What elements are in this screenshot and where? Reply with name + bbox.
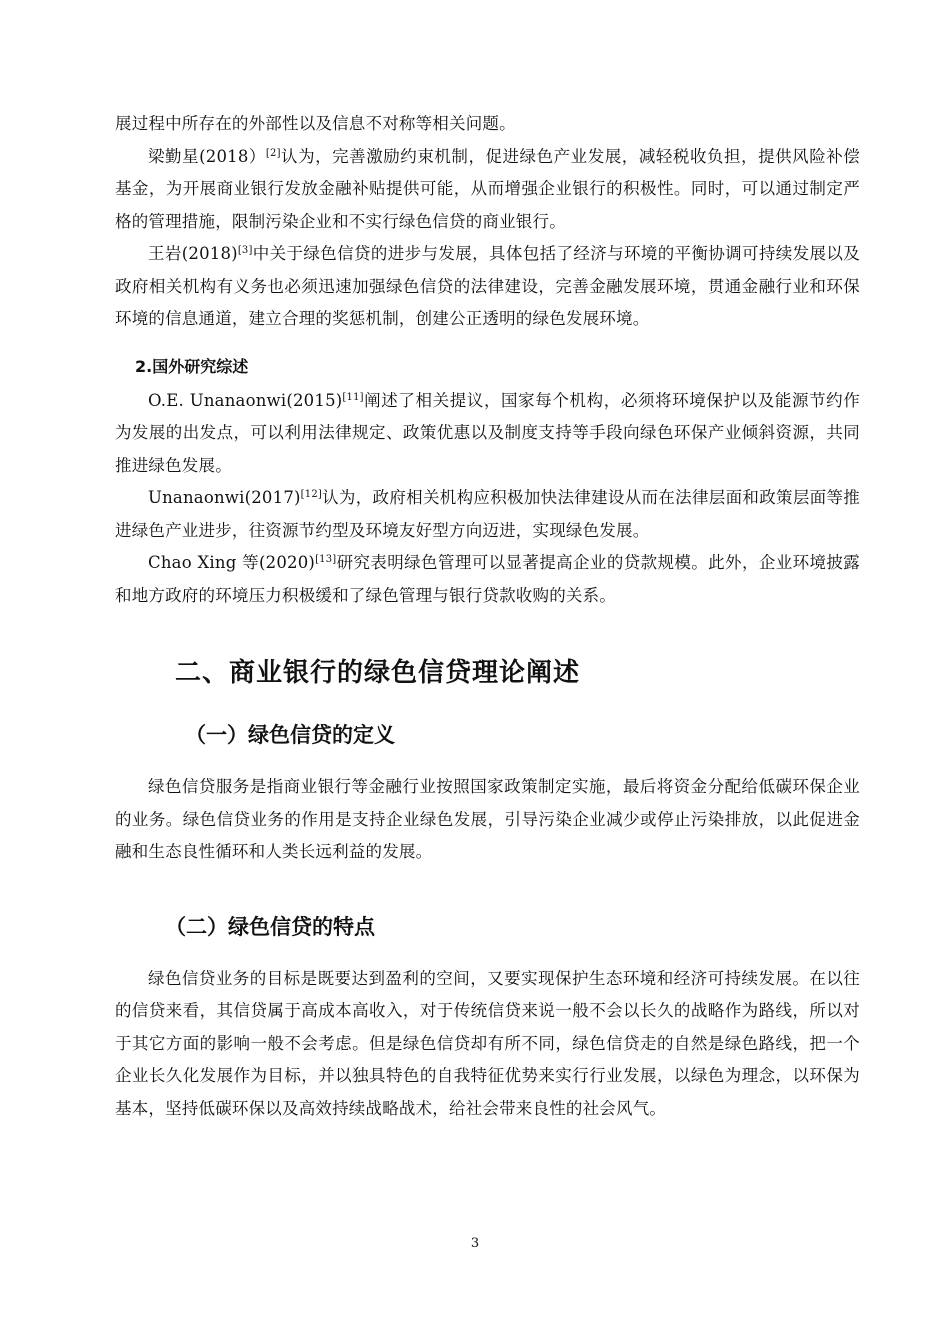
paragraph-definition [115,771,860,869]
citation-ref[interactable]: [11] [342,391,364,403]
paragraph-continuation [115,108,860,141]
page-content [115,108,860,1125]
chapter-heading: 二、商业银行的绿色信贷理论阐述 [175,658,581,688]
citation-author: Unanaonwi(2017) [148,488,301,507]
paragraph-text: 认为，政府相关机构应积极加快法律建设从而在法律层面和政策层面等推进绿色产业进步，往资源节约型及环境友好型方向迈进，实现绿色发展。 [115,488,860,540]
citation-author: Chao Xing 等(2020) [148,553,316,572]
citation-ref[interactable]: [13] [315,554,337,565]
citation-author: O.E. Unanaonwi(2015) [148,390,343,410]
paragraph-liang-qinxing [115,141,860,239]
paragraph-text: 研究表明绿色管理可以显著提高企业的贷款规模。此外，企业环境披露和地方政府的环境压力积极缓和了绿色管理与银行贷款收购的关系。 [115,553,860,605]
paragraph-text: 绿色信贷业务的目标是既要达到盈利的空间，又要实现保护生态环境和经济可持续发展。在以往的信贷来看，其信贷属于高成本高收入，对于传统信贷来说一般不会以长久的战略作为路线，所以对于其它方面的影响一般不会考虑。但是绿色信贷却有所不同，绿色信贷走的自然是绿色路线，把一个企业长久化发展作为目标，并以独具特色的自我特征优势来实行行业发展，以绿色为理念，以环保为基本，坚持低碳环保以及高效持续战略战术，给社会带来良性的社会风气。 [115,968,860,1118]
paragraph-text: 认为，完善激励约束机制，促进绿色产业发展，减轻税收负担，提供风险补偿基金，为开展商业银行发放金融补贴提供可能，从而增强企业银行的积极性。同时，可以通过制定严格的管理措施，限制污染企业和不实行绿色信贷的商业银行。 [115,146,860,231]
section-heading-features: （二）绿色信贷的特点 [165,914,375,939]
citation-ref[interactable]: [2] [265,147,281,159]
paragraph-text: 展过程中所存在的外部性以及信息不对称等相关问题。 [115,114,516,133]
paragraph-text: 阐述了相关提议，国家每个机构，必须将环境保护以及能源节约作为发展的出发点，可以利用法律规定、政策优惠以及制度支持等手段向绿色环保产业倾斜资源，共同推进绿色发展。 [115,390,860,475]
citation-author: 王岩(2018) [148,244,238,263]
citation-author: 梁勤星(2018） [148,146,266,166]
citation-ref[interactable]: [12] [300,489,322,500]
paragraph-features [115,963,860,1126]
citation-ref[interactable]: [3] [237,245,253,256]
paragraph-chao-xing [115,547,860,612]
paragraph-unanaonwi-2017 [115,482,860,547]
paragraph-text: 绿色信贷服务是指商业银行等金融行业按照国家政策制定实施，最后将资金分配给低碳环保企业的业务。绿色信贷业务的作用是支持企业绿色发展，引导污染企业减少或停止污染排放，以此促进金融和生态良性循环和人类长远利益的发展。 [115,777,860,861]
subheading-foreign-review: 2.国外研究综述 [135,356,249,376]
section-heading-definition: （一）绿色信贷的定义 [185,723,395,747]
page-number: 3 [470,1236,480,1251]
paragraph-text: 中关于绿色信贷的进步与发展，具体包括了经济与环境的平衡协调可持续发展以及政府相关机构有义务也必须迅速加强绿色信贷的法律建设，完善金融发展环境，贯通金融行业和环保环境的信息通道，建立合理的奖惩机制，创建公正透明的绿色发展环境。 [115,244,860,328]
paragraph-wang-yan [115,238,860,336]
paragraph-unanaonwi-2015 [115,385,860,483]
